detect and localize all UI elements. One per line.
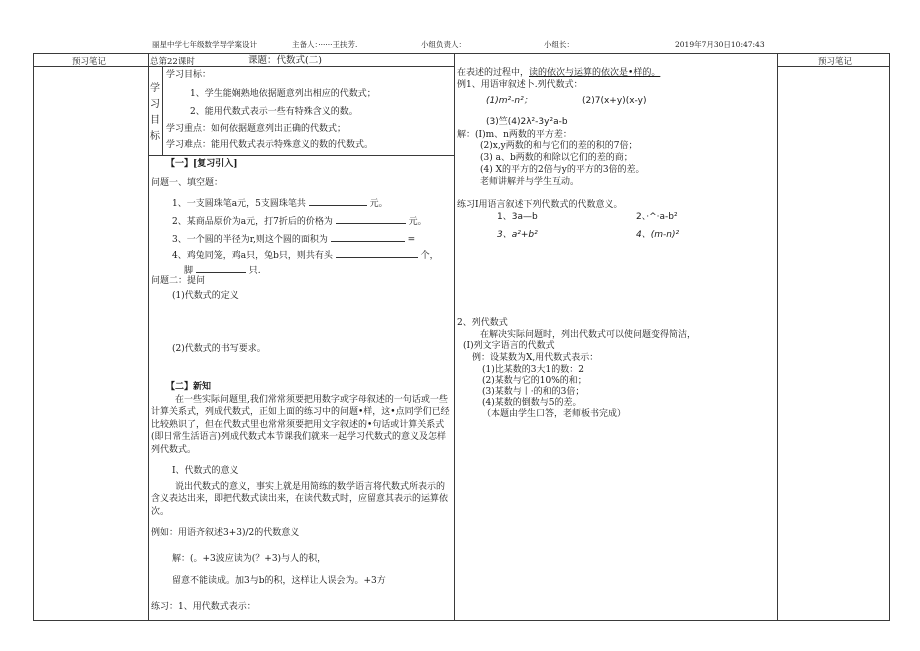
practice-1-heading: 练习：1、用代数式表示： xyxy=(151,602,256,612)
lesson-topic: 课题：代数式(二) xyxy=(248,55,322,66)
expr-2: (2)7(x+y)(x-y) xyxy=(582,96,647,106)
objectives-label-char-1: 学 xyxy=(150,83,160,94)
fill-item-2-text: 2、某商品原价为a元，打7折后的价格为 xyxy=(172,217,333,227)
group-leader: 小组长： xyxy=(544,40,574,49)
key-point: 学习重点：如何依据题意列出正确的代数式； xyxy=(166,124,347,134)
question-1-title: 问题一、填空题： xyxy=(151,178,224,188)
objectives-label-char-3: 目 xyxy=(150,115,160,126)
table-bottom-border xyxy=(33,620,890,621)
new-knowledge-para-1: 在一些实际问题里,我们常常须要把用数字或字母叙述的一句话或一些计算关系式，列成代数式，正如上面的练习中的问题•样，这•点同学们已经比较熟识了，但在代数式里也常常须要把用文字叙述的•句话或计算关系式(即日常生活语言)列成代数式本节课我们就来一起学习代数式的意义及怎样列代数式。 xyxy=(151,395,450,455)
meaning-subheading: I、代数式的意义 xyxy=(172,466,239,476)
fill-item-4-text: 4、鸡兔同笼，鸡a只，兔b只，则共有头 xyxy=(172,251,333,261)
divider-center xyxy=(454,53,455,621)
group-owner: 小组负责人： xyxy=(421,40,466,49)
solution-3: (3) a、b两数的和除以它们的差的商； xyxy=(480,153,633,163)
section-2-subheading: (I)列文字语言的代数式 xyxy=(463,341,555,351)
school-title: 丽星中学七年级数学导学案设计 xyxy=(152,40,257,49)
teacher-note: 老师讲解并与学生互动。 xyxy=(480,177,580,187)
solution-2: (2)x,y两数的和与它们的差的积的7倍； xyxy=(480,141,638,151)
objectives-heading: 学习目标： xyxy=(166,70,212,80)
fill-blank-1[interactable] xyxy=(309,196,367,206)
example-1-heading: 例1、用语审叙述卜.列代数式： xyxy=(457,80,583,90)
reading-order-prefix: 在表述的过程中， xyxy=(457,68,530,78)
fill-item-3 xyxy=(172,232,415,246)
example-note: 留意不能读成。加3与b的积，这样让人误会为。+3方 xyxy=(172,576,386,586)
review-heading: 【一】[复习引入] xyxy=(166,159,238,169)
solution-heading: 解：(I)m、n两数的平方差： xyxy=(457,130,572,140)
fill-item-3-text: 3、一个圆的半径为r,则这个圆的面积为 xyxy=(172,235,328,245)
section-2-intro: 在解决实际问题时，列出代数式可以使问题变得简洁， xyxy=(480,330,697,340)
fill-item-1-unit: 元。 xyxy=(369,199,388,209)
practice-item-2: 2、·^·a-b² xyxy=(636,212,678,222)
objectives-divider xyxy=(148,155,454,156)
question-2-title: 问题二：提问 xyxy=(151,276,206,286)
fill-item-1 xyxy=(172,196,388,210)
meaning-paragraph: 说出代数式的意义，事实上就是用简练的数学语言将代数式所表示的含义表达出来，即把代数式读出来，在读代数式时，应留意其表示的运算依次。 xyxy=(151,482,449,517)
fill-item-2 xyxy=(172,214,427,228)
objective-1: 1、学生能娴熟地依据题意列出相应的代数式； xyxy=(190,89,376,99)
preview-notes-left-header: 预习笔记 xyxy=(72,57,107,67)
fill-blank-4b[interactable] xyxy=(196,263,246,273)
lesson-number: 总第22课时 xyxy=(150,57,195,67)
fill-item-4 xyxy=(172,248,439,262)
fill-item-4b-text: 脚 xyxy=(184,266,194,276)
fill-item-1-text: 1、一支圆珠笔a元，5支圆珠笔共 xyxy=(172,199,306,209)
table-left-border xyxy=(33,53,34,621)
fill-item-4-unit: 个， xyxy=(420,251,439,261)
practice-item-3: 3、a²+b² xyxy=(497,230,538,240)
task-4: (4)某数的倒数与5的差。 xyxy=(482,398,582,408)
table-top-border xyxy=(33,53,890,54)
datetime: 2019年7月30日10:47:43 xyxy=(675,40,765,49)
section-2-example: 例：设某数为X,用代数式表示： xyxy=(472,353,599,363)
objectives-label-char-4: 标 xyxy=(150,131,160,142)
new-knowledge-heading: 【二】新知 xyxy=(166,382,212,392)
preparer: 主备人：······王扶芳. xyxy=(292,40,358,49)
question-2-a: (1)代数式的定义 xyxy=(172,291,239,301)
reading-order-note xyxy=(457,68,660,79)
expr-3-4: (3)竺(4)2λ²-3y²a-b xyxy=(486,117,568,127)
fill-blank-4a[interactable] xyxy=(336,248,418,258)
task-3: (3)某数与丨·的和的3倍； xyxy=(482,387,585,397)
practice-item-4: 4、(m-n)² xyxy=(636,230,680,240)
difficulty-point: 学习难点：能用代数式表示特殊意义的数的代数式。 xyxy=(166,140,374,150)
reading-order-emphasis: 读的依次与运算的依次是•样的。 xyxy=(529,68,661,78)
fill-item-2-unit: 元。 xyxy=(408,217,427,227)
task-note: （本题由学生口答，老师板书完成） xyxy=(482,409,627,419)
fill-item-3-tail: = xyxy=(407,235,416,245)
example-solution: 解：(。+3波应读为(？+3)与人的积， xyxy=(172,554,327,564)
example-text: 例如：用语齐叙述3+3)/2的代数意义 xyxy=(151,528,300,538)
expr-1: (1)m²-n²； xyxy=(486,96,533,106)
divider-right-notes xyxy=(777,53,778,621)
objectives-label-divider xyxy=(162,66,163,155)
preview-notes-right-header: 预习笔记 xyxy=(818,57,853,67)
practice-item-1: 1、3a—b xyxy=(497,212,538,222)
task-1: (1)比某数的3大1的数：2 xyxy=(482,365,584,375)
question-2-b: (2)代数式的书写要求。 xyxy=(172,344,266,354)
table-right-border xyxy=(889,53,890,621)
solution-4: (4) X的平方的2倍与y的平方的3倍的差。 xyxy=(480,165,645,175)
fill-blank-2[interactable] xyxy=(336,214,406,224)
section-2-heading: 2、列代数式 xyxy=(457,318,508,328)
task-2: (2)某数与它的10%的和； xyxy=(482,376,587,386)
fill-item-4b-unit: 只. xyxy=(248,266,261,276)
fill-blank-3[interactable] xyxy=(331,232,405,242)
objectives-label-char-2: 习 xyxy=(150,99,160,110)
objective-2: 2、能用代数式表示一些有特殊含义的数。 xyxy=(190,107,358,117)
practice-heading: 练习I用语言叙述下列代数式的代数意义。 xyxy=(457,200,623,210)
